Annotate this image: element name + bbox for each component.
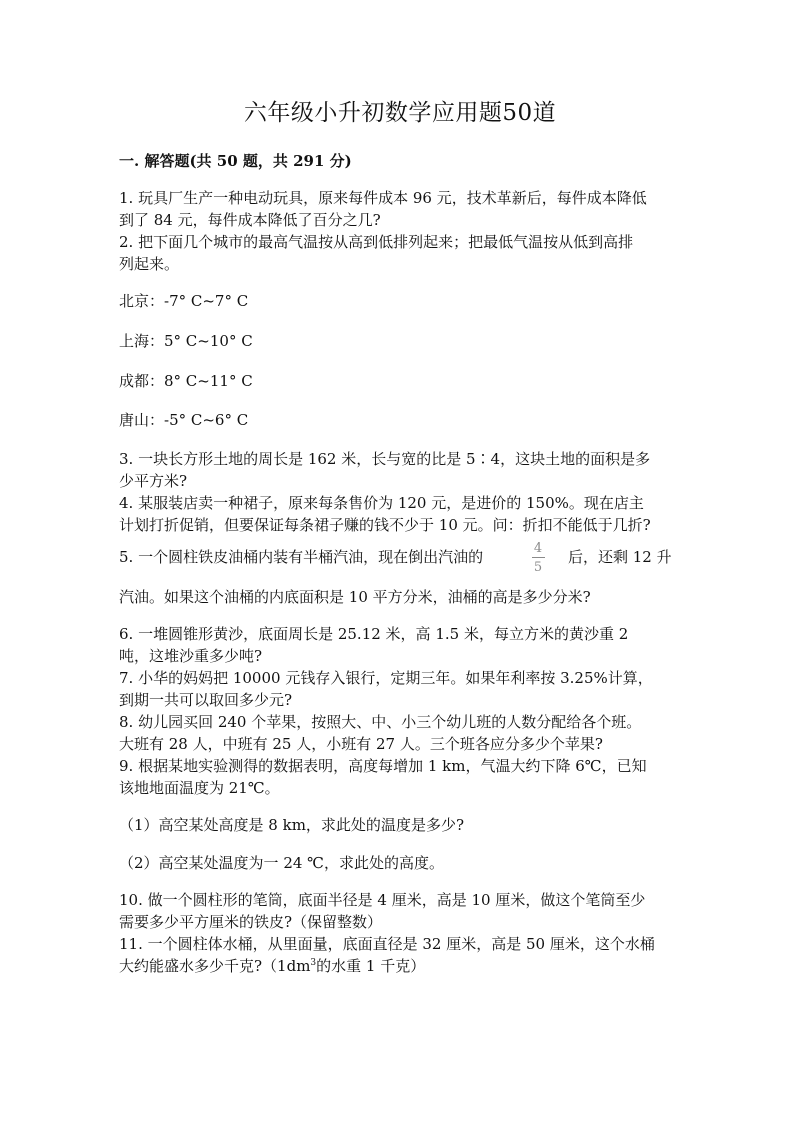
question-2-line-1: 2. 把下面几个城市的最高气温按从高到低排列起来；把最低气温按从低到高排 — [119, 233, 634, 251]
question-11-line-2 — [119, 955, 425, 977]
question-1-line-1: 1. 玩具厂生产一种电动玩具，原来每件成本 96 元，技术革新后，每件成本降低 — [119, 189, 647, 207]
question-11-line-2-pre: 大约能盛水多少千克?（1dm — [119, 957, 311, 975]
question-10-line-2: 需要多少平方厘米的铁皮?（保留整数） — [119, 913, 383, 931]
question-9-line-2: 该地地面温度为 21℃。 — [119, 779, 280, 797]
fraction-numerator: 4 — [533, 541, 543, 556]
question-5-line-2: 汽油。如果这个油桶的内底面积是 10 平方分米，油桶的高是多少分米? — [119, 588, 591, 606]
question-8-line-1: 8. 幼儿园买回 240 个苹果，按照大、中、小三个幼儿班的人数分配给各个班。 — [119, 713, 642, 731]
question-4-line-1: 4. 某服装店卖一种裙子，原来每条售价为 120 元，是进价的 150%。现在店主 — [119, 494, 644, 512]
question-3-line-1: 3. 一块长方形土地的周长是 162 米，长与宽的比是 5∶4，这块土地的面积是多 — [119, 450, 651, 468]
question-7-line-2: 到期一共可以取回多少元? — [119, 691, 293, 709]
question-6-line-2: 吨，这堆沙重多少吨? — [119, 647, 263, 665]
superscript-three: 3 — [310, 958, 317, 968]
question-5-line-1-left: 5. 一个圆柱铁皮油桶内装有半桶汽油，现在倒出汽油的 — [119, 548, 484, 566]
section-heading: 一. 解答题(共 50 题，共 291 分) — [119, 152, 352, 170]
fraction-bar — [532, 557, 545, 558]
question-3-line-2: 少平方米? — [119, 472, 188, 490]
question-1-line-2: 到了 84 元，每件成本降低了百分之几? — [119, 211, 381, 229]
question-2-line-2: 列起来。 — [119, 255, 180, 273]
question-9-sub-2: （2）高空某处温度为一 24 ℃，求此处的高度。 — [119, 854, 444, 872]
question-2-city-shanghai: 上海：5° C~10° C — [119, 332, 253, 350]
question-6-line-1: 6. 一堆圆锥形黄沙，底面周长是 25.12 米，高 1.5 米，每立方米的黄沙重 2 — [119, 625, 629, 643]
question-9-sub-1: （1）高空某处高度是 8 km，求此处的温度是多少? — [119, 816, 464, 834]
question-5-fraction — [528, 541, 548, 575]
worksheet-title: 六年级小升初数学应用题50道 — [243, 100, 557, 126]
question-5-line-1-right: 后，还剩 12 升 — [568, 548, 672, 566]
question-9-line-1: 9. 根据某地实验测得的数据表明，高度每增加 1 km，气温大约下降 6℃，已知 — [119, 757, 647, 775]
question-11-line-1: 11. 一个圆柱体水桶，从里面量，底面直径是 32 厘米，高是 50 厘米，这个水桶 — [119, 935, 655, 953]
question-10-line-1: 10. 做一个圆柱形的笔筒，底面半径是 4 厘米，高是 10 厘米，做这个笔筒至少 — [119, 891, 646, 909]
question-8-line-2: 大班有 28 人，中班有 25 人，小班有 27 人。三个班各应分多少个苹果? — [119, 735, 603, 753]
question-7-line-1: 7. 小华的妈妈把 10000 元钱存入银行，定期三年。如果年利率按 3.25%计算， — [119, 669, 653, 687]
fraction-denominator: 5 — [533, 560, 543, 575]
question-2-city-chengdu: 成都：8° C~11° C — [119, 372, 253, 390]
question-2-city-tangshan: 唐山：-5° C~6° C — [119, 411, 249, 429]
question-4-line-2: 计划打折促销，但要保证每条裙子赚的钱不少于 10 元。问：折扣不能低于几折? — [119, 516, 651, 534]
question-2-city-beijing: 北京：-7° C~7° C — [119, 292, 249, 310]
question-11-line-2-post: 的水重 1 千克） — [316, 957, 426, 975]
